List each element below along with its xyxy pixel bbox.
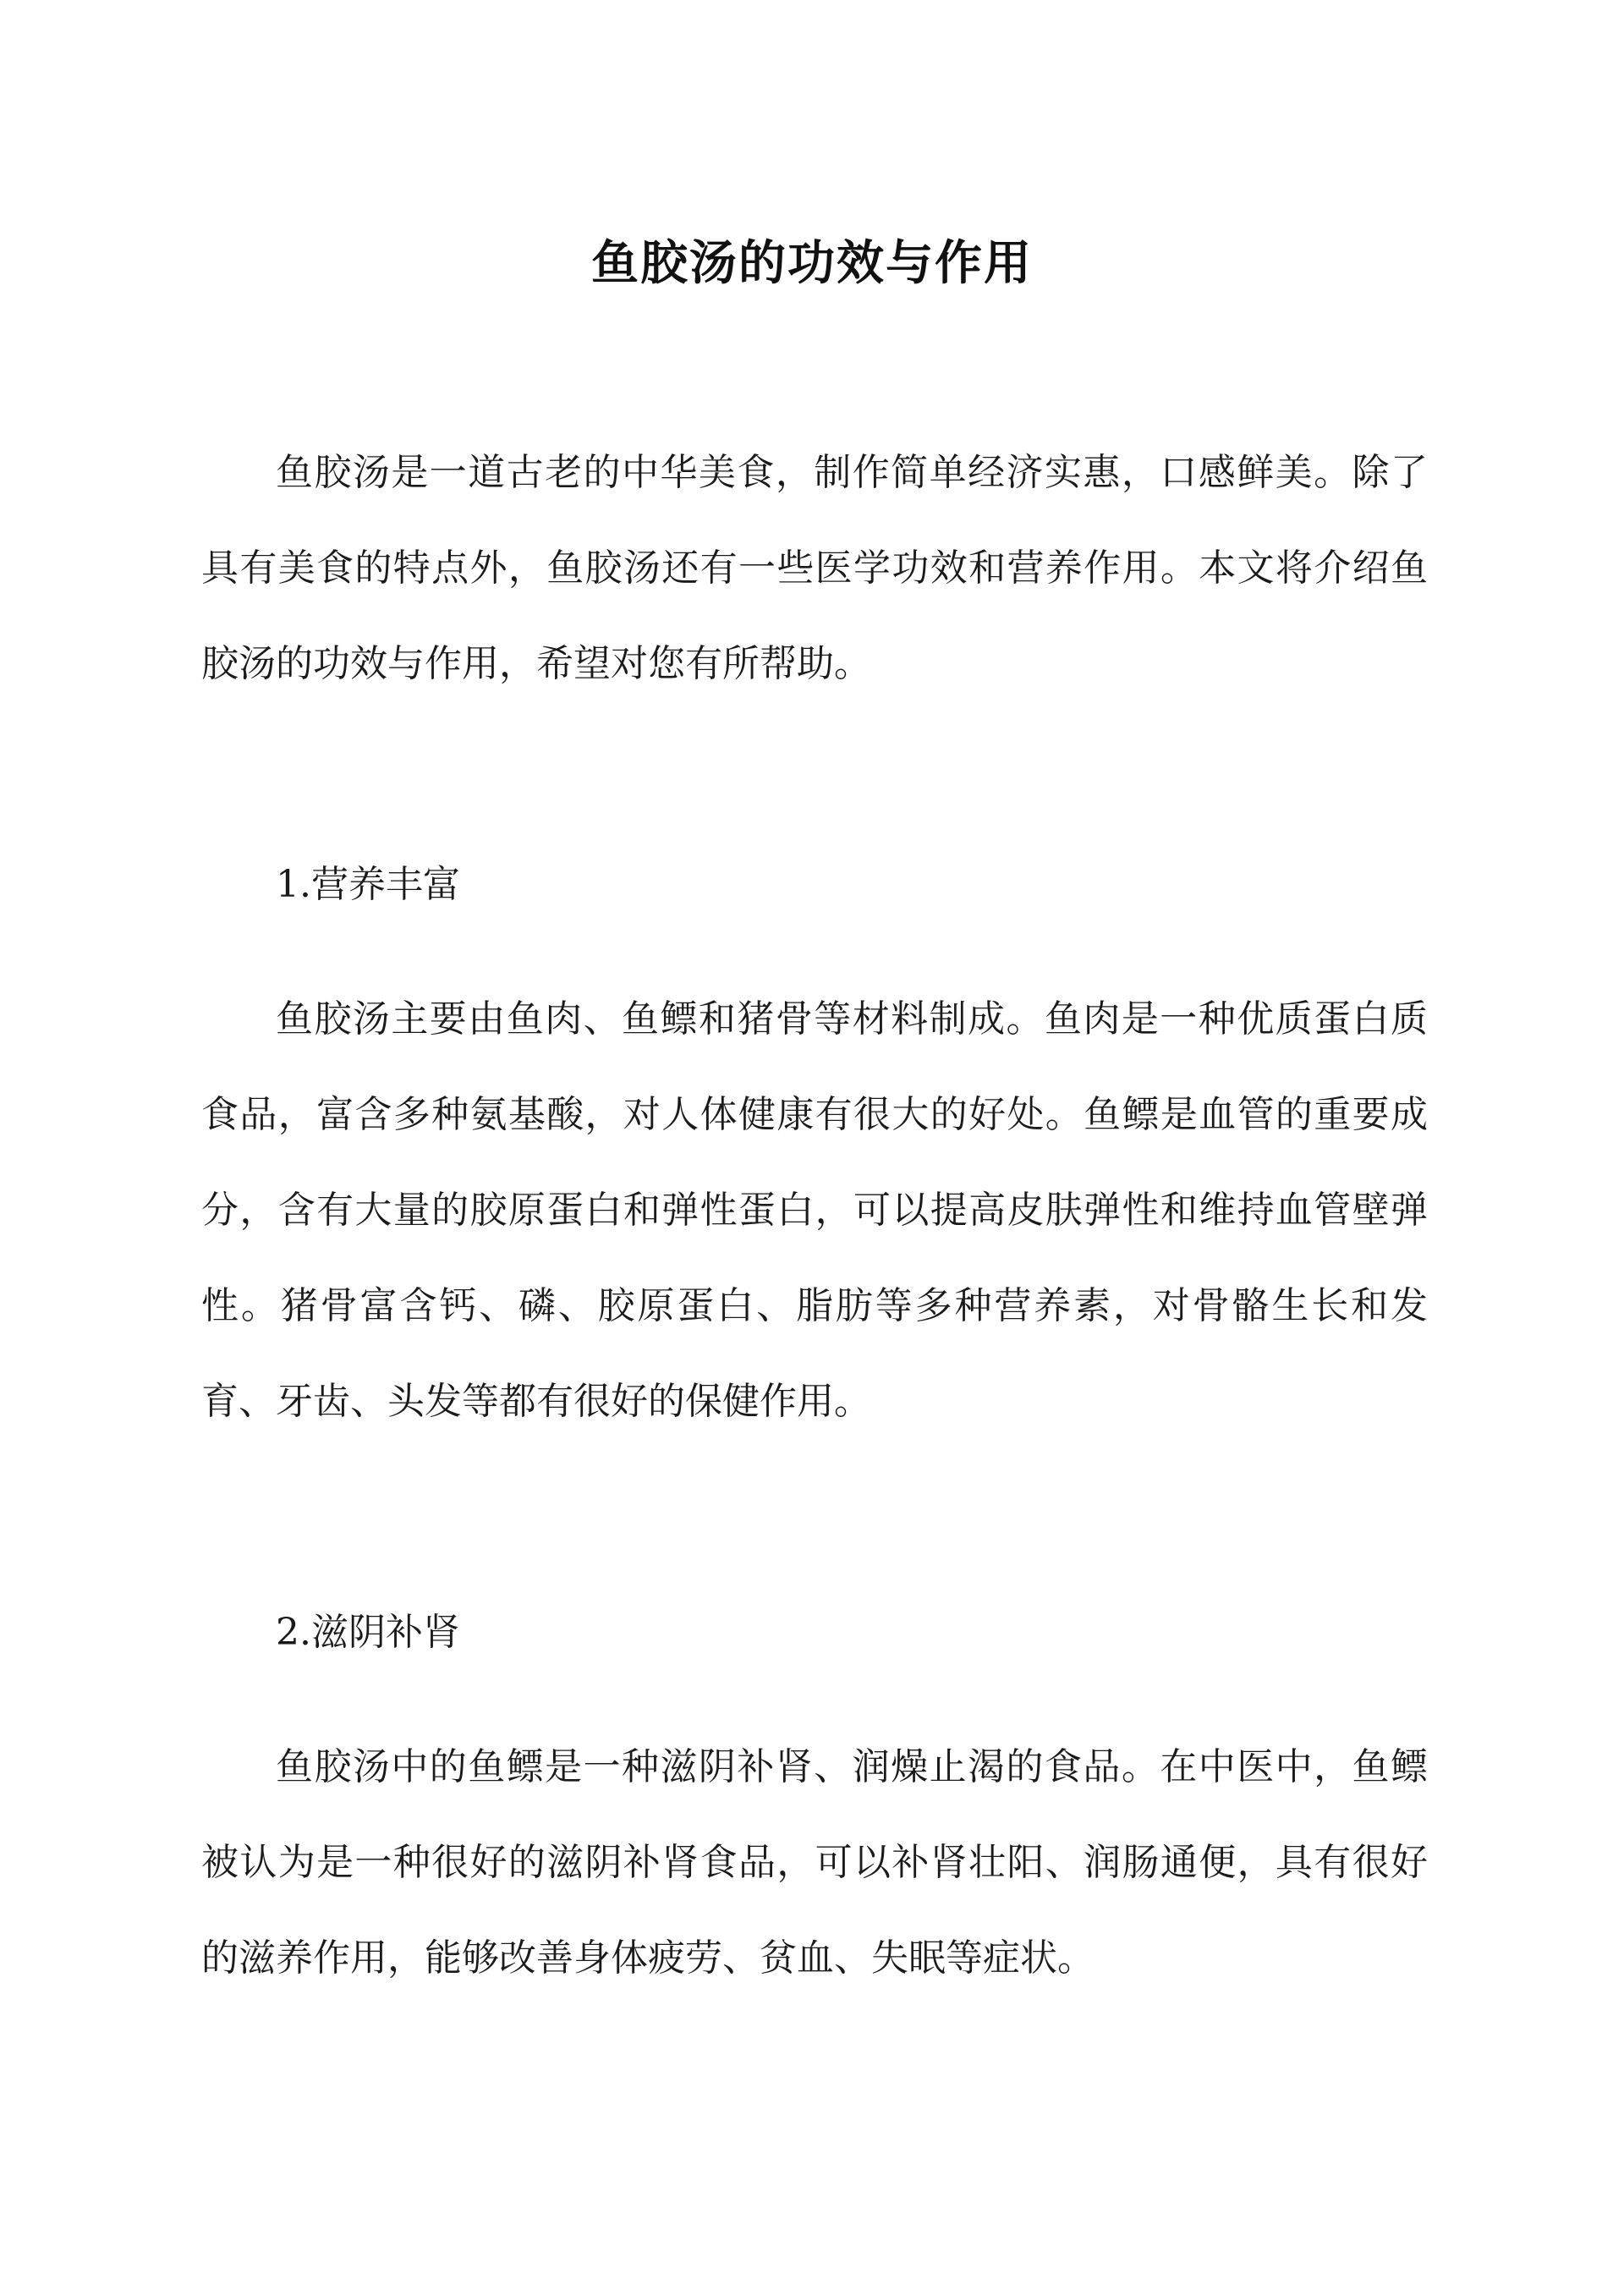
section-paragraph: 鱼胶汤主要由鱼肉、鱼鳔和猪骨等材料制成。鱼肉是一种优质蛋白质食品，富含多种氨基酸，对人体健康有很大的好处。鱼鳔是血管的重要成分，含有大量的胶原蛋白和弹性蛋白，可以提高皮肤弹性和维持血管壁弹性。猪骨富含钙、磷、胶原蛋白、脂肪等多种营养素，对骨骼生长和发育、牙齿、头发等都有很好的保健作用。 bbox=[201, 997, 1428, 1423]
section-heading: 2.滋阴补肾 bbox=[276, 1611, 460, 1654]
page-title: 鱼胶汤的功效与作用 bbox=[591, 234, 1033, 291]
section-paragraph: 鱼胶汤中的鱼鳔是一种滋阴补肾、润燥止渴的食品。在中医中，鱼鳔被认为是一种很好的滋阴补肾食品，可以补肾壮阳、润肠通便，具有很好的滋养作用，能够改善身体疲劳、贫血、失眠等症状。 bbox=[201, 1745, 1428, 1980]
section-heading: 1.营养丰富 bbox=[276, 863, 460, 906]
intro-paragraph: 鱼胶汤是一道古老的中华美食，制作简单经济实惠，口感鲜美。除了具有美食的特点外，鱼胶汤还有一些医学功效和营养作用。本文将介绍鱼胶汤的功效与作用，希望对您有所帮助。 bbox=[201, 451, 1428, 685]
